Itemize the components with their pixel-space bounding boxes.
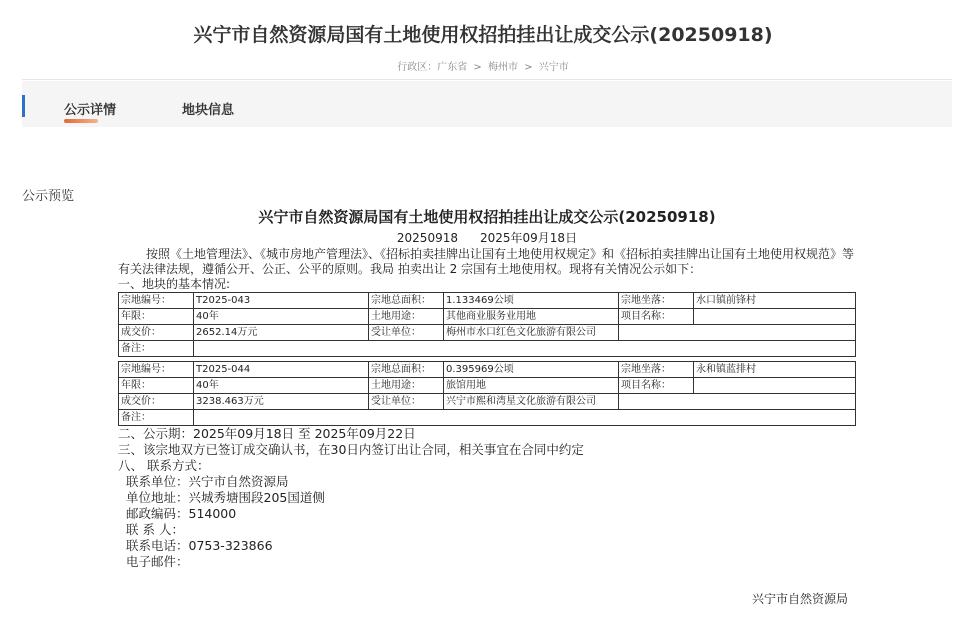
table-row	[119, 309, 856, 325]
parcel-area-label: 宗地总面积：	[369, 293, 444, 309]
tab-announcement-details[interactable]: 公示详情	[64, 103, 117, 118]
parcel-price: 3238.463万元	[194, 394, 369, 410]
parcel-code-label: 宗地编号：	[119, 293, 194, 309]
parcel-note-label: 备注：	[119, 341, 194, 357]
preview-label: 公示预览	[22, 189, 75, 204]
parcel-price-label: 成交价：	[119, 325, 194, 341]
parcel-location: 永和镇蓝排村	[694, 362, 856, 378]
parcel-price-label: 成交价：	[119, 394, 194, 410]
parcel-location-label: 宗地坐落：	[619, 362, 694, 378]
table-row	[119, 378, 856, 394]
announcement-document	[118, 205, 856, 570]
table-row	[119, 394, 856, 410]
page-title: 兴宁市自然资源局国有土地使用权招拍挂出让成交公示(20250918)	[193, 24, 773, 46]
section-1-heading: 一、地块的基本情况:	[118, 277, 231, 291]
breadcrumb-separator: >	[524, 62, 533, 73]
breadcrumb-city[interactable]: 梅州市	[488, 62, 518, 73]
parcel-area: 1.133469公顷	[444, 293, 619, 309]
parcel-term-label: 年限：	[119, 309, 194, 325]
parcel-project-label: 项目名称：	[619, 378, 694, 394]
parcel-buyer: 梅州市水口红色文化旅游有限公司	[444, 325, 619, 341]
parcel-price: 2652.14万元	[194, 325, 369, 341]
parcel-note-label: 备注：	[119, 410, 194, 426]
parcel-area-label: 宗地总面积：	[369, 362, 444, 378]
tab-bar-accent	[22, 95, 25, 117]
document-date: 2025年09月18日	[479, 231, 578, 245]
contact-person: 联 系 人：	[126, 522, 184, 537]
section-8-heading: 八、 联系方式：	[118, 458, 210, 473]
parcel-empty-cell	[619, 394, 856, 410]
parcel-buyer: 兴宁市熙和湾星文化旅游有限公司	[444, 394, 619, 410]
parcel-use: 旅馆用地	[444, 378, 619, 394]
table-row	[119, 410, 856, 426]
parcel-project	[694, 309, 856, 325]
parcel-use-label: 土地用途：	[369, 309, 444, 325]
parcel-table	[118, 292, 856, 357]
breadcrumb-separator: >	[473, 62, 482, 73]
parcel-area: 0.395969公顷	[444, 362, 619, 378]
breadcrumb-province[interactable]: 行政区：广东省	[397, 62, 468, 73]
tab-bar	[22, 81, 952, 127]
table-row	[119, 293, 856, 309]
section-2-period: 二、公示期：2025年09月18日 至 2025年09月22日	[118, 426, 416, 441]
table-row	[119, 362, 856, 378]
parcel-use-label: 土地用途：	[369, 378, 444, 394]
parcel-note	[194, 341, 856, 357]
intro-paragraph: 按照《土地管理法》、《城市房地产管理法》、《招标拍卖挂牌出让国有土地使用权规定》和《招标拍卖挂牌出让国有土地使用权规范》等有关法律法规，遵循公开、公正、公平的原则。我局 拍卖出让 2 宗国有土地使用权。现将有关情况公示如下：	[118, 247, 855, 276]
parcel-project	[694, 378, 856, 394]
parcel-note	[194, 410, 856, 426]
parcel-location: 水口镇前锋村	[694, 293, 856, 309]
parcel-buyer-label: 受让单位：	[369, 394, 444, 410]
document-number: 20250918	[396, 231, 458, 245]
parcel-buyer-label: 受让单位：	[369, 325, 444, 341]
document-signature: 兴宁市自然资源局	[752, 592, 849, 606]
parcel-term-label: 年限：	[119, 378, 194, 394]
contact-email: 电子邮件：	[126, 554, 189, 569]
document-date-line	[118, 229, 856, 247]
table-row	[119, 341, 856, 357]
parcel-empty-cell	[619, 325, 856, 341]
parcel-term: 40年	[194, 378, 369, 394]
document-title: 兴宁市自然资源局国有土地使用权招拍挂出让成交公示(20250918)	[258, 208, 716, 226]
parcel-code-label: 宗地编号：	[119, 362, 194, 378]
contact-postcode: 邮政编码：514000	[126, 506, 237, 521]
contact-address: 单位地址：兴城秀塘围段205国道侧	[126, 490, 325, 505]
parcel-use: 其他商业服务业用地	[444, 309, 619, 325]
tab-parcel-info[interactable]: 地块信息	[182, 103, 235, 118]
parcel-term: 40年	[194, 309, 369, 325]
parcel-table	[118, 361, 856, 426]
parcel-code: T2025-044	[194, 362, 369, 378]
parcel-project-label: 项目名称：	[619, 309, 694, 325]
breadcrumb	[0, 58, 966, 73]
active-tab-indicator	[64, 119, 98, 123]
section-3-contract: 三、该宗地双方已签订成交确认书，在30日内签订出让合同，相关事宜在合同中约定	[118, 442, 584, 457]
parcel-code: T2025-043	[194, 293, 369, 309]
table-row	[119, 325, 856, 341]
contact-phone: 联系电话：0753-323866	[126, 538, 273, 553]
contact-unit: 联系单位：兴宁市自然资源局	[126, 474, 289, 489]
breadcrumb-county[interactable]: 兴宁市	[538, 62, 569, 73]
header-divider	[22, 79, 952, 80]
parcel-location-label: 宗地坐落：	[619, 293, 694, 309]
